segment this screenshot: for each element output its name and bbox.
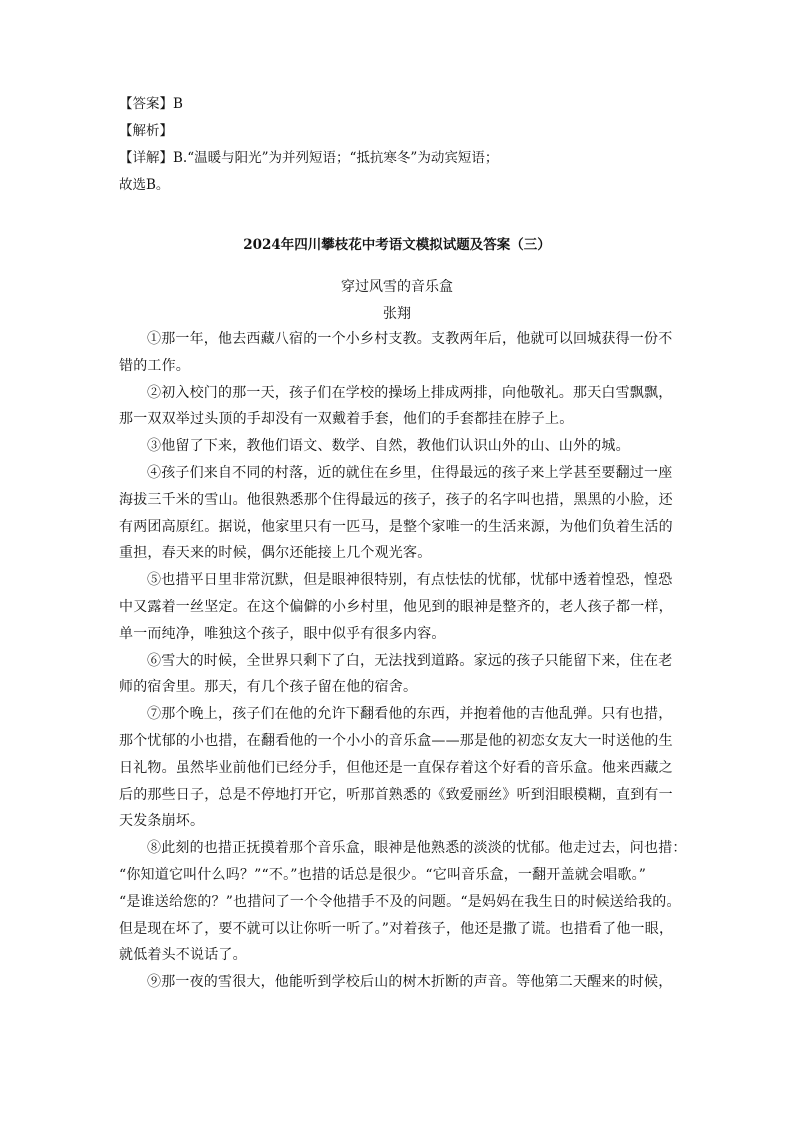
article-body <box>119 326 687 996</box>
paragraph-line: 中又露着一丝坚定。在这个偏僻的小乡村里，他见到的眼神是整齐的，老人孩子都一样， <box>119 598 673 615</box>
paragraph-line: 有两团高原红。据说，他家里只有一匹马，是整个家唯一的生活来源，为他们负着生活的 <box>119 518 673 535</box>
answer-label: 【答案】B <box>119 96 183 112</box>
paragraph-line: 日礼物。虽然毕业前他们已经分手，但他还是一直保存着这个好看的音乐盒。他来西藏之 <box>119 759 673 776</box>
article-paragraph <box>119 433 675 460</box>
article-paragraph <box>119 835 687 969</box>
analysis-label: 【解析】 <box>119 123 173 139</box>
article-paragraph <box>119 567 675 647</box>
paragraph-line: “是谁送给您的？”也措问了一个令他措手不及的问题。“是妈妈在我生日的时候送给我的。 <box>119 893 681 910</box>
paragraph-line: 那一双双举过头顶的手却没有一双戴着手套，他们的手套都挂在脖子上。 <box>119 411 574 428</box>
paragraph-line: ③他留了下来，教他们语文、数学、自然，教他们认识山外的山、山外的城。 <box>147 438 630 455</box>
paragraph-line: 单一而纯净，唯独这个孩子，眼中似乎有很多内容。 <box>119 625 446 642</box>
paragraph-line: ⑧此刻的也措正抚摸着那个音乐盒，眼神是他熟悉的淡淡的忧郁。他走过去，问也措： <box>147 840 687 857</box>
article-paragraph <box>119 969 675 996</box>
article-paragraph <box>119 701 675 835</box>
paragraph-line: “你知道它叫什么吗？”“不。”也措的话总是很少。“它叫音乐盒，一翻开盖就会唱歌。” <box>119 866 647 883</box>
paragraph-line: 那个忧郁的小也措，在翻看他的一个小小的音乐盒——那是他的初恋女友大一时送他的生 <box>119 732 673 749</box>
paragraph-line: ⑤也措平日里非常沉默，但是眼神很特别，有点怯怯的忧郁，忧郁中透着惶恐，惶恐 <box>147 572 673 589</box>
article-paragraph <box>119 380 675 434</box>
article-paragraph <box>119 648 675 702</box>
conclusion-text: 故选B。 <box>119 177 170 193</box>
paragraph-line: 重担，春天来的时候，偶尔还能接上几个观光客。 <box>119 545 432 562</box>
article-paragraph <box>119 326 675 380</box>
paragraph-line: ④孩子们来自不同的村落，近的就住在乡里，住得最远的孩子来上学甚至要翻过一座 <box>147 464 673 481</box>
paragraph-line: ②初入校门的那一天，孩子们在学校的操场上排成两排，向他敬礼。那天白雪飘飘， <box>147 384 673 401</box>
paragraph-line: ⑦那个晚上，孩子们在他的允许下翻看他的东西，并抱着他的吉他乱弹。只有也措， <box>147 706 673 723</box>
paragraph-line: 但是现在坏了，要不就可以让你听一听了。”对着孩子，他还是撒了谎。也措看了他一眼， <box>119 920 674 937</box>
detail-text: 【详解】B.“温暖与阳光”为并列短语；“抵抗寒冬”为动宾短语； <box>119 150 499 166</box>
paragraph-line: 错的工作。 <box>119 357 190 374</box>
paragraph-line: 就低着头不说话了。 <box>119 947 247 964</box>
article-paragraph <box>119 460 675 567</box>
paragraph-line: 师的宿舍里。那天，有几个孩子留在他的宿舍。 <box>119 679 418 696</box>
article-author: 张翔 <box>383 306 411 322</box>
paragraph-line: 海拔三千米的雪山。他很熟悉那个住得最远的孩子，孩子的名字叫也措，黑黑的小脸，还 <box>119 491 673 508</box>
paragraph-line: 天发条崩坏。 <box>119 813 205 830</box>
paragraph-line: 后的那些日子，总是不停地打开它，听那首熟悉的《致爱丽丝》听到泪眼模糊，直到有一 <box>119 786 673 803</box>
paragraph-line: ①那一年，他去西藏八宿的一个小乡村支教。支教两年后，他就可以回城获得一份不 <box>147 331 673 347</box>
paragraph-line: ⑨那一夜的雪很大，他能听到学校后山的树木折断的声音。等他第二天醒来的时候， <box>147 974 673 991</box>
article-title: 穿过风雪的音乐盒 <box>341 279 453 295</box>
paragraph-line: ⑥雪大的时候，全世界只剩下了白，无法找到道路。家远的孩子只能留下来，住在老 <box>147 652 673 669</box>
exam-title: 2024年四川攀枝花中考语文模拟试题及答案（三） <box>243 237 551 253</box>
